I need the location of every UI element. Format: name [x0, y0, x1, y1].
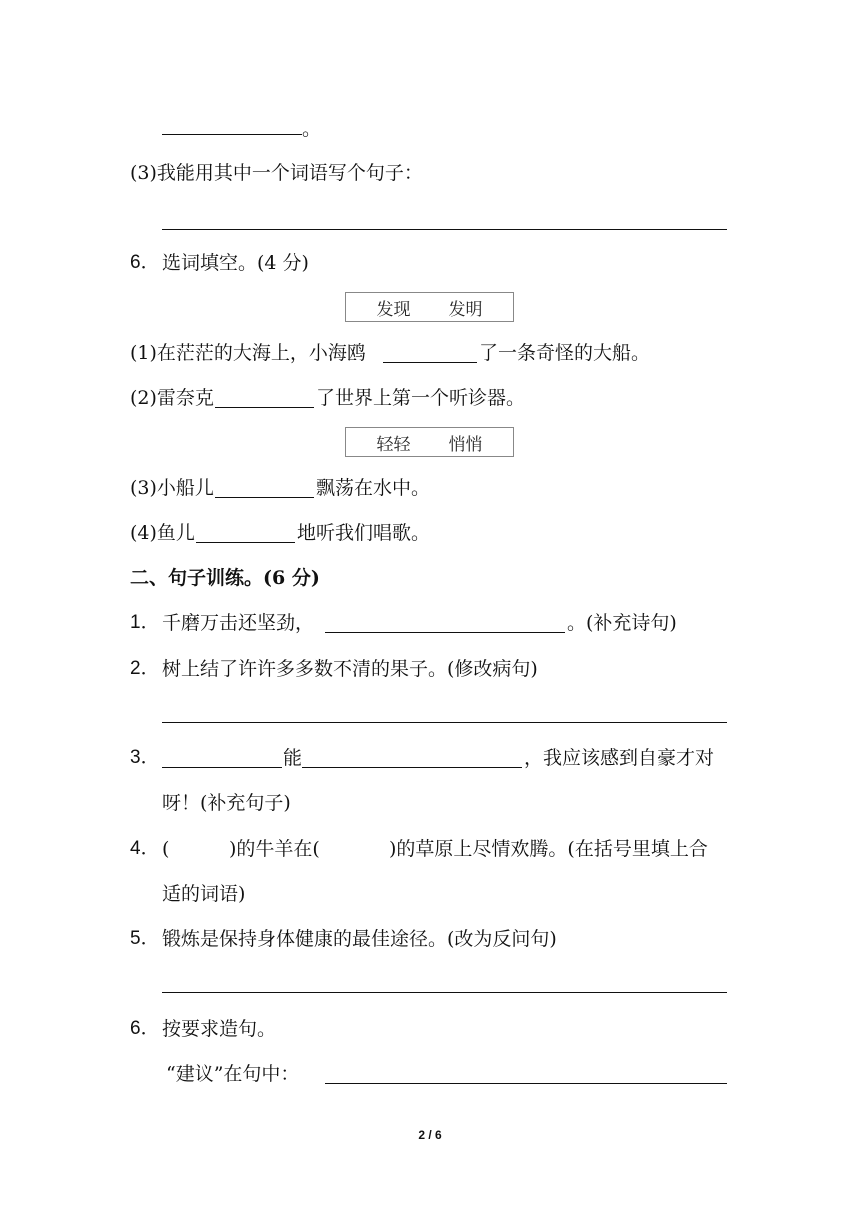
- sentence-6-prompt: “建议”在句中：: [166, 1063, 300, 1085]
- answer-blank[interactable]: [325, 1083, 727, 1084]
- sentence-1-start: 千磨万击还坚劲，: [162, 612, 315, 634]
- sentence-3-line-2: 呀！(补充句子): [162, 792, 291, 814]
- answer-blank[interactable]: [383, 362, 477, 363]
- question-6-2-start: (2)雷奈克: [130, 387, 214, 409]
- sentence-1-number: 1．: [130, 612, 160, 633]
- sentence-4-end: )的草原上尽情欢腾。(在括号里填上合: [389, 838, 708, 860]
- section-2-heading: 二、句子训练。(6 分): [130, 567, 320, 589]
- question-6-4-end: 地听我们唱歌。: [297, 522, 431, 544]
- sentence-2: 树上结了许许多多数不清的果子。(修改病句): [162, 658, 538, 680]
- question-5-3: (3)我能用其中一个词语写个句子：: [130, 162, 423, 184]
- word-box-2: [345, 427, 514, 457]
- word-option: 轻轻: [376, 434, 411, 455]
- word-option: 发现: [376, 299, 411, 320]
- sentence-4-number: 4．: [130, 838, 160, 859]
- sentence-1-end: 。(补充诗句): [567, 612, 677, 634]
- sentence-3-mid: 能: [283, 747, 303, 769]
- question-6-1-end: 了一条奇怪的大船。: [479, 342, 651, 364]
- word-option: 悄悄: [448, 434, 483, 455]
- sentence-6: 按要求造句。: [162, 1018, 277, 1040]
- question-6-3-end: 飘荡在水中。: [316, 477, 431, 499]
- period-text: 。: [302, 118, 322, 140]
- sentence-4-line-2: 适的词语): [162, 883, 246, 905]
- sentence-3-end: ，我应该感到自豪才对: [524, 747, 715, 769]
- answer-blank[interactable]: [215, 497, 314, 498]
- question-6-1-start: (1)在茫茫的大海上，小海鸥: [130, 342, 366, 364]
- question-6-3-start: (3)小船儿: [130, 477, 214, 499]
- answer-line[interactable]: [162, 992, 727, 993]
- answer-blank[interactable]: [325, 632, 565, 633]
- sentence-5-number: 5．: [130, 928, 160, 949]
- sentence-4-paren-open: (: [162, 838, 170, 860]
- question-6-number: 6．: [130, 252, 160, 273]
- sentence-3-number: 3．: [130, 747, 160, 768]
- word-option: 发明: [448, 299, 483, 320]
- sentence-4-mid: )的牛羊在(: [229, 838, 320, 860]
- word-box-1: [345, 292, 514, 322]
- answer-line[interactable]: [162, 229, 727, 230]
- answer-blank[interactable]: [162, 134, 302, 135]
- sentence-5: 锻炼是保持身体健康的最佳途径。(改为反问句): [162, 928, 557, 950]
- question-6-2-end: 了世界上第一个听诊器。: [316, 387, 526, 409]
- question-6-title: 选词填空。(4 分): [162, 252, 309, 274]
- question-6-4-start: (4)鱼儿: [130, 522, 195, 544]
- answer-blank[interactable]: [302, 767, 522, 768]
- sentence-6-number: 6．: [130, 1018, 160, 1039]
- answer-line[interactable]: [162, 722, 727, 723]
- answer-blank[interactable]: [215, 407, 314, 408]
- answer-blank[interactable]: [162, 767, 282, 768]
- sentence-2-number: 2．: [130, 658, 160, 679]
- answer-blank[interactable]: [196, 542, 295, 543]
- page-number: 2 / 6: [418, 1128, 442, 1142]
